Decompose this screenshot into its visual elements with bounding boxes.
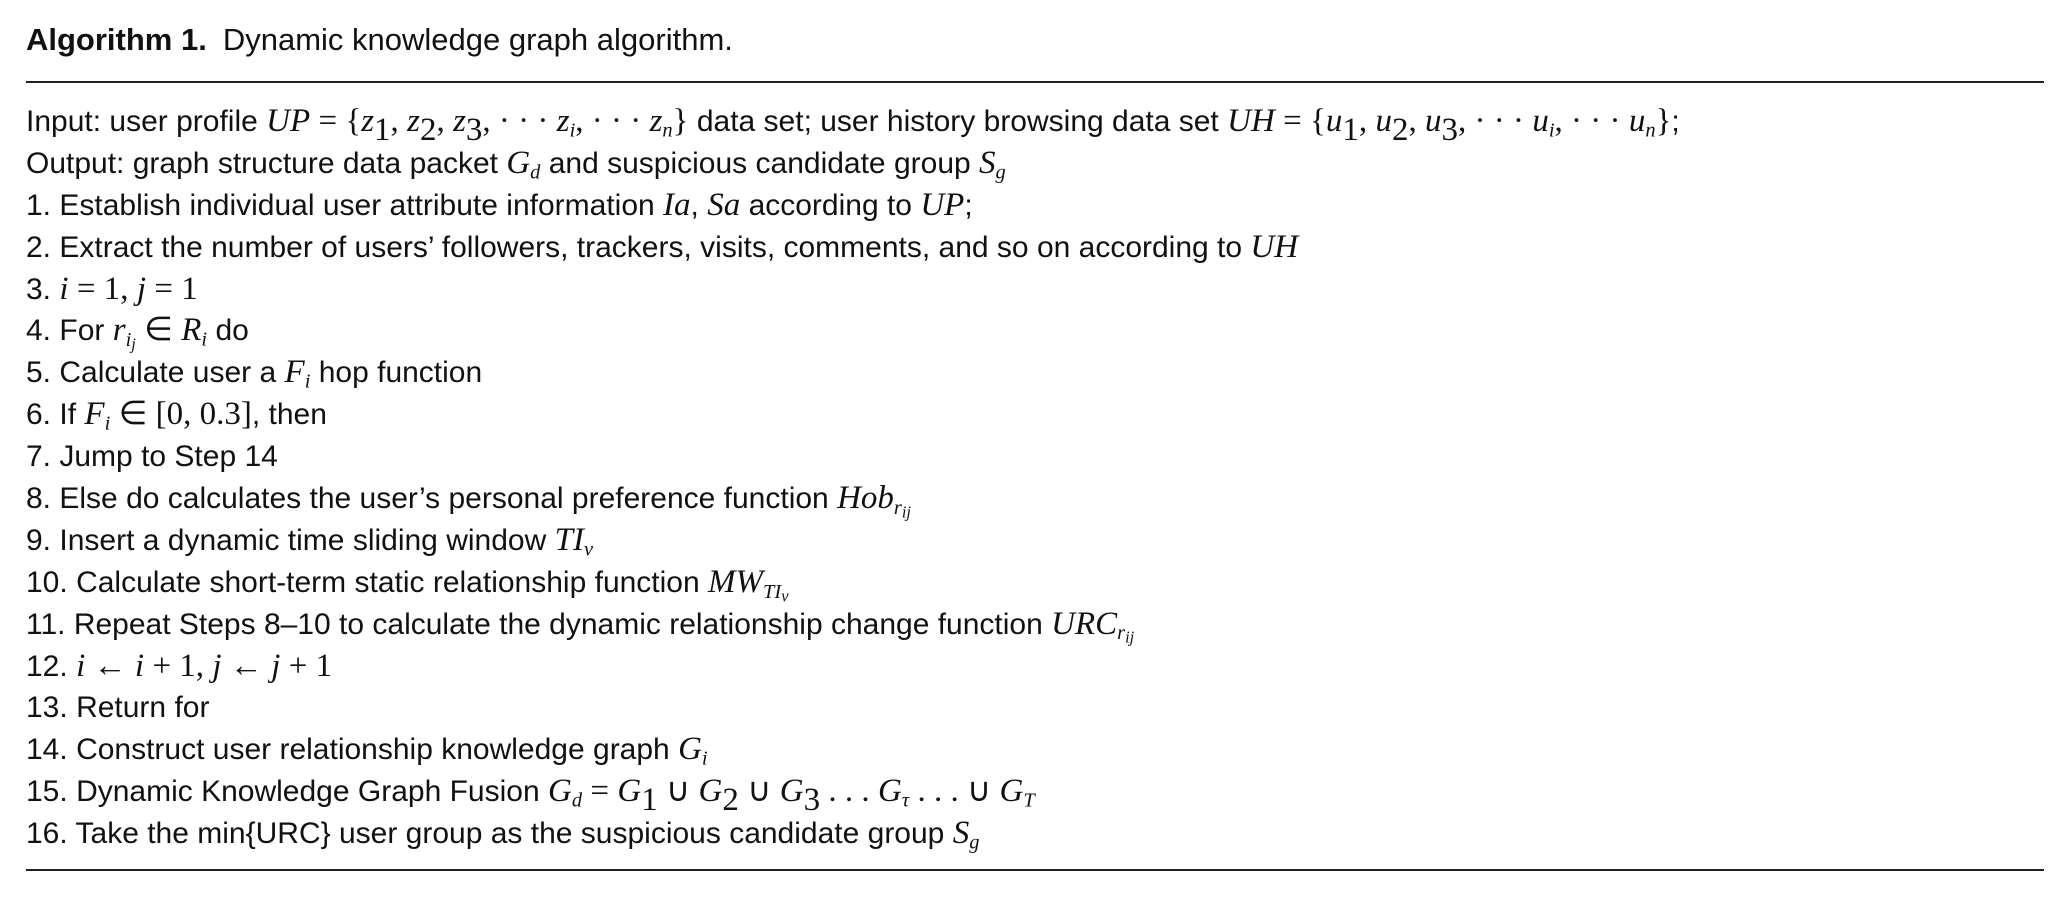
step-5-math: $F_i$ bbox=[284, 354, 311, 394]
step-11: 11. Repeat Steps 8–10 to calculate the dynamic relationship change function $URC_{r_{ij}}$ bbox=[26, 605, 1135, 647]
step-16: 16. Take the min{URC} user group as the suspicious candidate group $S_g$ bbox=[26, 815, 980, 854]
step-16-math: $S_g$ bbox=[952, 815, 980, 854]
step-4-math: $r_{i_j}$ ∈ $R_i$ bbox=[112, 312, 208, 354]
step-8-math: Hob$_{r_{ij}}$ bbox=[837, 480, 911, 521]
up-set-math: UP = {$z_1$, $z_2$, $z_3$, · · · $z_i$, · · · $z_n$} bbox=[266, 103, 689, 149]
step-15: 15. Dynamic Knowledge Graph Fusion $G_d = G_1$ ∪ $G_2$ ∪ $G_3$ . . . $G_\tau$ . . . ∪ $G_T$ bbox=[26, 773, 1035, 819]
step-7: 7. Jump to Step 14 bbox=[26, 440, 278, 474]
step-15-math: $G_d = G_1$ ∪ $G_2$ ∪ $G_3$ . . . $G_\tau$ . . . ∪ $G_T$ bbox=[547, 773, 1035, 819]
step-2: 2. Extract the number of users’ followers, trackers, visits, comments, and so on according to UH bbox=[26, 228, 1299, 265]
step-3-math: i = 1, j = 1 bbox=[59, 270, 198, 307]
output-line: Output: graph structure data packet $G_d$ and suspicious candidate group $S_g$ bbox=[26, 144, 1006, 184]
sg-math: $S_g$ bbox=[979, 144, 1006, 184]
step-14-math: $G_i$ bbox=[678, 731, 708, 771]
step-4: 4. For $r_{i_j}$ ∈ $R_i$ do bbox=[26, 312, 249, 354]
step-10-math: $MW_{TI_v}$ bbox=[708, 563, 789, 605]
step-1: 1. Establish individual user attribute information Ia, Sa according to UP; bbox=[26, 186, 973, 223]
step-5: 5. Calculate user a $F_i$ hop function bbox=[26, 354, 483, 394]
step-14: 14. Construct user relationship knowledge graph $G_i$ bbox=[26, 731, 708, 771]
algorithm-caption bbox=[26, 14, 2044, 66]
algorithm-body bbox=[26, 83, 2044, 855]
input-line: Input: user profile UP = {$z_1$, $z_2$, $z_3$, · · · $z_i$, · · · $z_n$} data set; user history browsing data set UH = {$u_1$, $u_2$, $u_3$, · · · $u_i$, · · · $u_n$}; bbox=[26, 103, 1680, 149]
uh-set-math: UH = {$u_1$, $u_2$, $u_3$, · · · $u_i$, · · · $u_n$} bbox=[1227, 103, 1672, 149]
step-8: 8. Else do calculates the user’s personal preference function Hob$_{r_{ij}}$ bbox=[26, 480, 911, 521]
step-13: 13. Return for bbox=[26, 691, 210, 725]
step-10: 10. Calculate short-term static relationship function $MW_{TI_v}$ bbox=[26, 563, 789, 605]
step-3: 3. i = 1, j = 1 bbox=[26, 270, 198, 307]
step-6: 6. If $F_i$ ∈ [0, 0.3], then bbox=[26, 396, 327, 435]
step-12-math: i ← i + 1, j ← j + 1 bbox=[76, 647, 333, 684]
step-11-math: $URC_{r_{ij}}$ bbox=[1051, 605, 1135, 647]
step-6-math: $F_i$ ∈ [0, 0.3] bbox=[84, 396, 252, 435]
step-9-math: $TI_v$ bbox=[554, 521, 594, 561]
gd-math: $G_d$ bbox=[506, 144, 541, 184]
algorithm-title: Dynamic knowledge graph algorithm. bbox=[222, 22, 733, 57]
bottom-rule bbox=[26, 869, 2044, 871]
algorithm-label: Algorithm 1. bbox=[26, 22, 207, 57]
algorithm-box bbox=[26, 14, 2044, 871]
step-12: 12. i ← i + 1, j ← j + 1 bbox=[26, 647, 333, 684]
step-9: 9. Insert a dynamic time sliding window $TI_v$ bbox=[26, 521, 594, 561]
